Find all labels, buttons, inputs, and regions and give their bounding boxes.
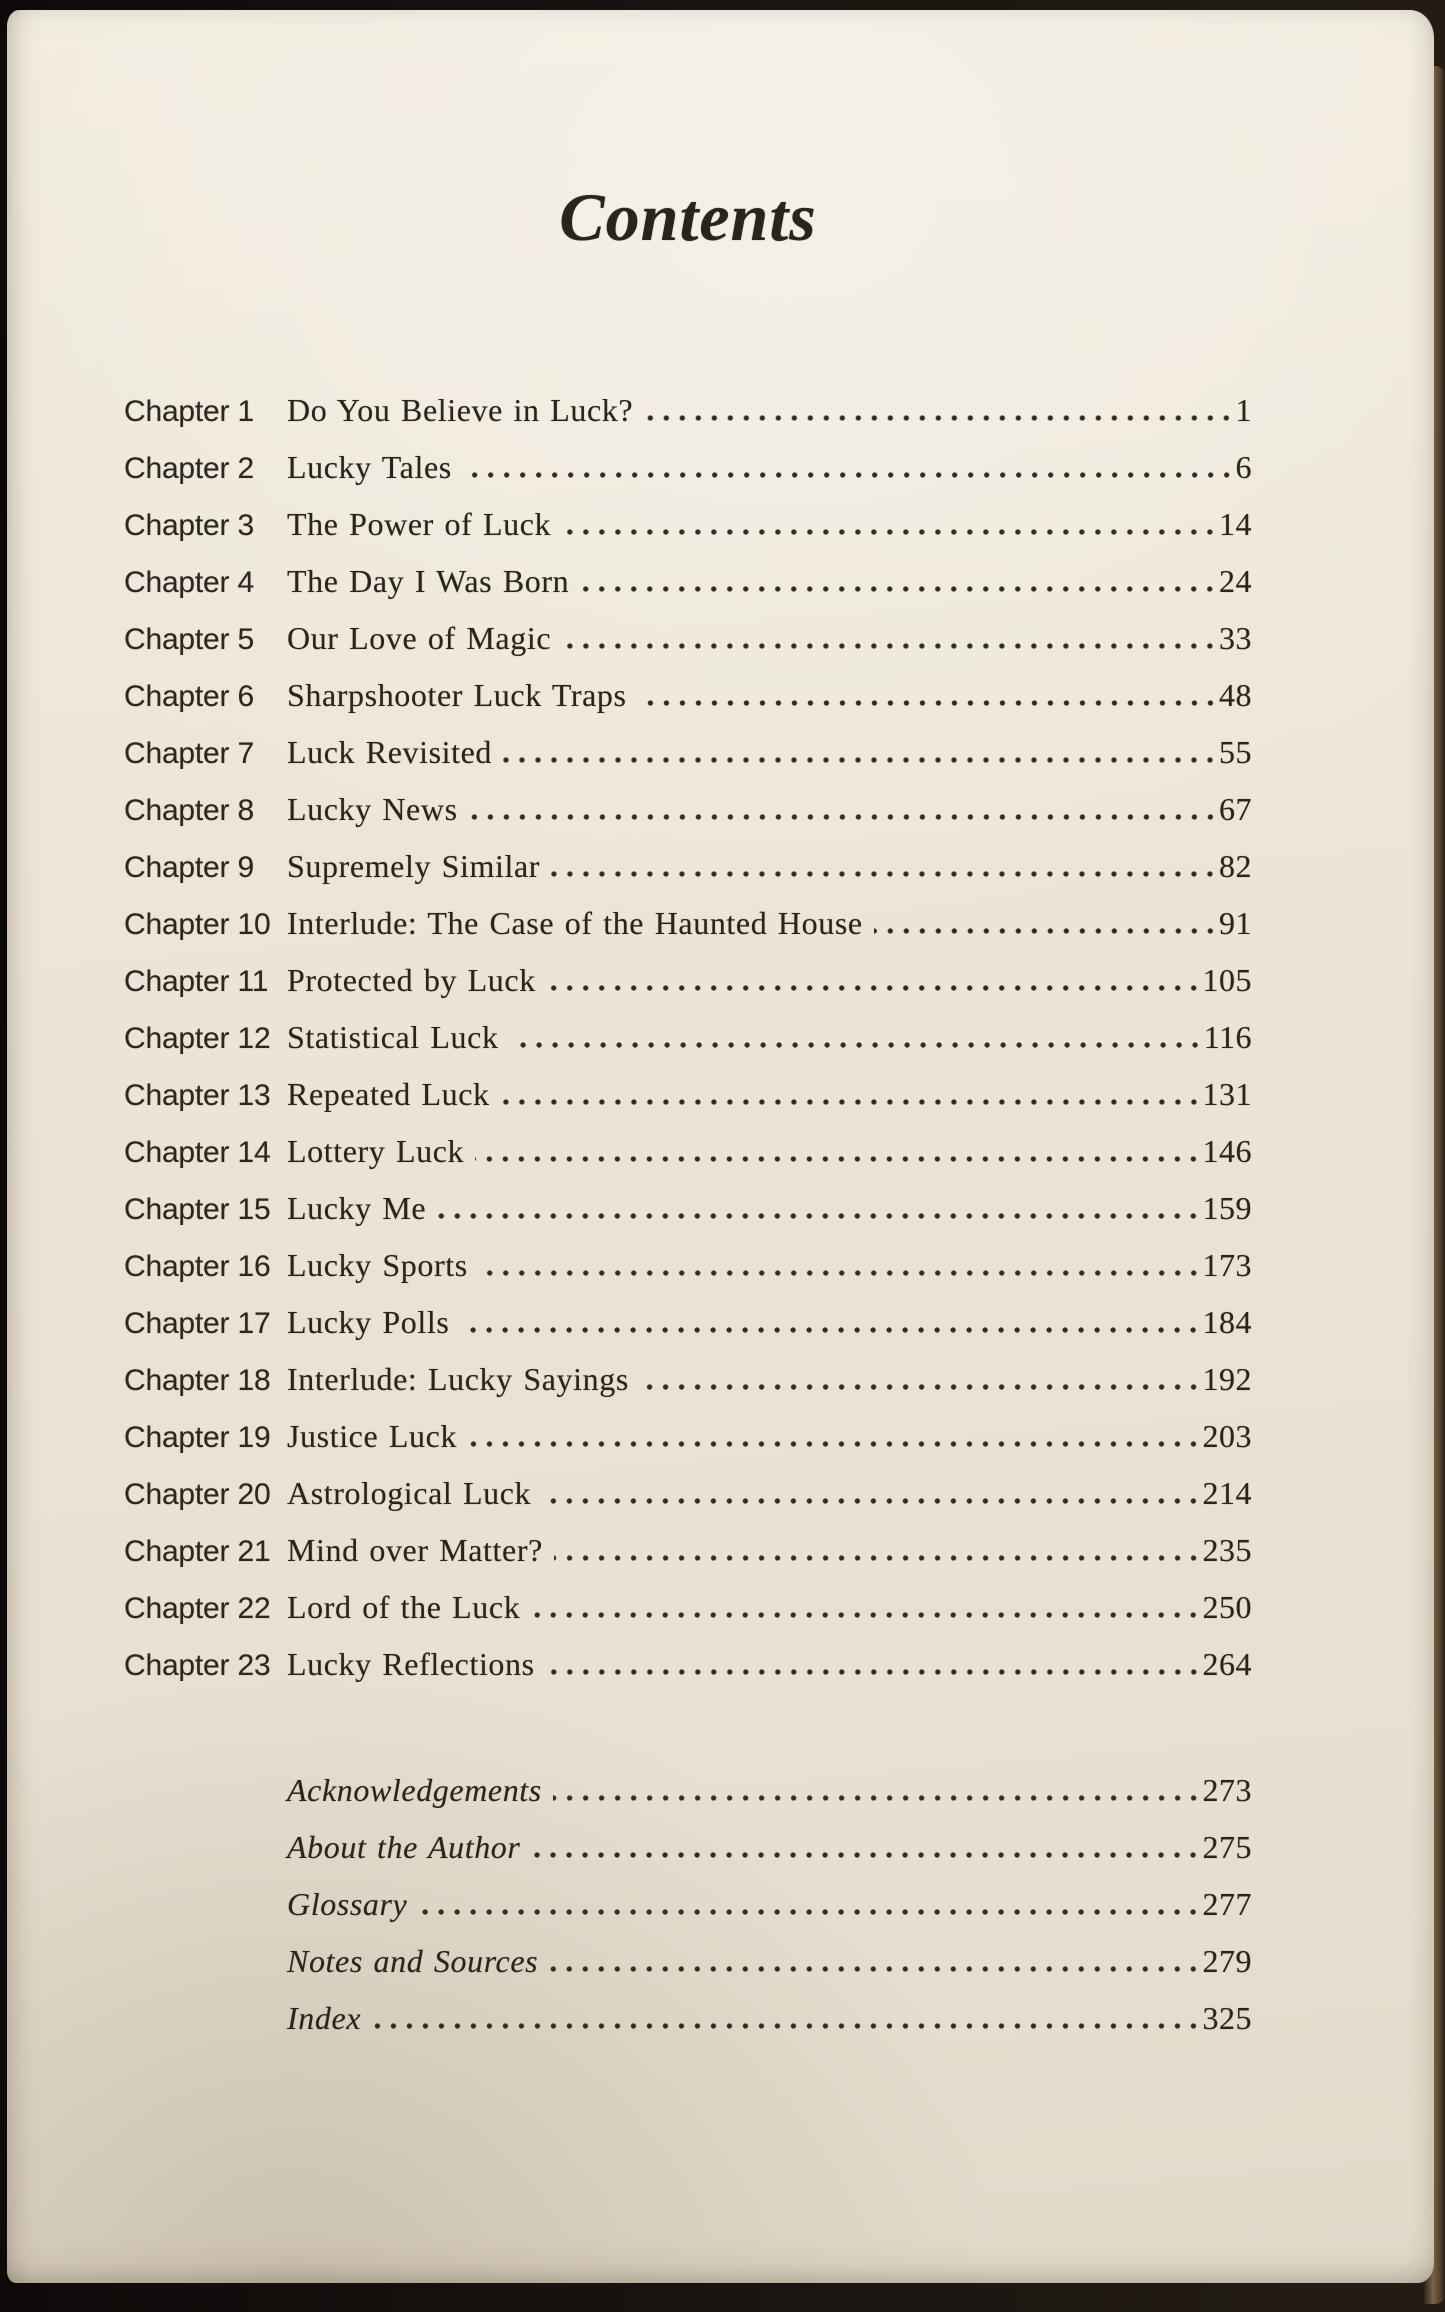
back-matter-entry <box>287 1819 1252 1876</box>
contents-page <box>124 10 1252 2283</box>
toc-entry <box>124 781 1252 838</box>
chapter-label: Chapter 7 <box>124 737 254 770</box>
chapter-title: Our Love of Magic <box>287 620 552 656</box>
toc-entry <box>124 1522 1252 1579</box>
chapter-label: Chapter 11 <box>124 965 269 998</box>
dot-leader <box>468 1441 1201 1447</box>
chapter-label: Chapter 5 <box>124 623 254 656</box>
toc-entry <box>124 1066 1252 1123</box>
chapter-title: Lucky Reflections <box>287 1646 535 1682</box>
back-matter-entry <box>287 1762 1252 1819</box>
page-number: 33 <box>1219 620 1252 656</box>
toc-entry <box>124 439 1252 496</box>
chapter-title: Lucky Tales <box>287 449 452 485</box>
back-matter-entry <box>287 1876 1252 1933</box>
chapter-label: Chapter 20 <box>124 1478 271 1511</box>
chapter-title: The Power of Luck <box>287 506 552 542</box>
chapter-title: Lucky Polls <box>287 1304 450 1340</box>
chapter-label: Chapter 4 <box>124 566 254 599</box>
chapter-title: Lucky News <box>287 791 458 827</box>
dot-leader <box>469 814 1218 820</box>
dot-leader <box>418 1909 1201 1915</box>
dot-leader <box>554 1555 1202 1561</box>
page-title: Contents <box>559 179 817 255</box>
page-number: 325 <box>1202 2000 1252 2036</box>
chapter-title: Mind over Matter? <box>287 1532 543 1568</box>
page-number: 214 <box>1202 1475 1252 1511</box>
chapter-title: Lord of the Luck <box>287 1589 521 1625</box>
chapter-title: The Day I Was Born <box>287 563 570 599</box>
toc-entry <box>124 1180 1252 1237</box>
dot-leader <box>551 871 1218 877</box>
dot-leader <box>460 1327 1201 1333</box>
chapter-title: Lucky Sports <box>287 1247 468 1283</box>
back-matter-title: Notes and Sources <box>287 1943 539 1979</box>
back-matter-list <box>124 1762 1252 2047</box>
back-matter-entry <box>287 1990 1252 2047</box>
page-number: 173 <box>1202 1247 1252 1283</box>
toc-entry <box>124 895 1252 952</box>
dot-leader <box>553 1795 1202 1801</box>
toc-entry <box>124 1579 1252 1636</box>
page-number: 146 <box>1202 1133 1252 1169</box>
page-number: 91 <box>1219 905 1252 941</box>
toc-entry <box>124 1408 1252 1465</box>
page-number: 105 <box>1202 962 1252 998</box>
toc-entry <box>124 1465 1252 1522</box>
dot-leader <box>510 1042 1203 1048</box>
page-number: 273 <box>1202 1772 1252 1808</box>
dot-leader <box>644 415 1234 421</box>
chapter-title: Lottery Luck <box>287 1133 465 1169</box>
back-matter-title: About the Author <box>287 1829 521 1865</box>
chapter-label: Chapter 23 <box>124 1649 271 1682</box>
chapter-label: Chapter 13 <box>124 1079 271 1112</box>
chapter-label: Chapter 17 <box>124 1307 271 1340</box>
chapter-label: Chapter 8 <box>124 794 254 827</box>
dot-leader <box>546 1669 1202 1675</box>
toc-entry <box>124 382 1252 439</box>
dot-leader <box>580 586 1218 592</box>
page-number: 24 <box>1219 563 1252 599</box>
dot-leader <box>479 1270 1202 1276</box>
chapter-title: Interlude: Lucky Sayings <box>287 1361 629 1397</box>
chapter-label: Chapter 21 <box>124 1535 271 1568</box>
back-matter-title: Glossary <box>287 1886 408 1922</box>
chapter-label: Chapter 10 <box>124 908 271 941</box>
dot-leader <box>547 985 1202 991</box>
toc-entry <box>124 1009 1252 1066</box>
toc-entry <box>124 952 1252 1009</box>
page-number: 55 <box>1219 734 1252 770</box>
page-number: 275 <box>1202 1829 1252 1865</box>
page-number: 6 <box>1235 449 1252 485</box>
page-number: 67 <box>1219 791 1252 827</box>
dot-leader <box>503 757 1218 763</box>
page-number: 279 <box>1202 1943 1252 1979</box>
chapter-label: Chapter 18 <box>124 1364 271 1397</box>
toc-entry <box>124 1636 1252 1693</box>
dot-leader <box>475 1156 1201 1162</box>
page-number: 131 <box>1202 1076 1252 1112</box>
toc-entry <box>124 553 1252 610</box>
chapter-title: Protected by Luck <box>287 962 536 998</box>
page-number: 184 <box>1202 1304 1252 1340</box>
chapter-title: Justice Luck <box>287 1418 458 1454</box>
chapter-label: Chapter 9 <box>124 851 254 884</box>
page-number: 116 <box>1203 1019 1252 1055</box>
chapter-title: Luck Revisited <box>287 734 493 770</box>
page-number: 14 <box>1219 506 1252 542</box>
page-number: 1 <box>1235 392 1252 428</box>
dot-leader <box>531 1852 1201 1858</box>
toc-entry <box>124 667 1252 724</box>
chapter-title: Statistical Luck <box>287 1019 499 1055</box>
dot-leader <box>542 1498 1201 1504</box>
dot-leader <box>874 928 1218 934</box>
chapter-title: Repeated Luck <box>287 1076 490 1112</box>
dot-leader <box>501 1099 1202 1105</box>
dot-leader <box>562 643 1218 649</box>
chapter-label: Chapter 2 <box>124 452 254 485</box>
book-page <box>7 10 1434 2283</box>
page-number: 82 <box>1219 848 1252 884</box>
dot-leader <box>372 2023 1201 2029</box>
chapter-title: Interlude: The Case of the Haunted House <box>287 905 863 941</box>
toc-entry <box>124 1123 1252 1180</box>
chapter-label: Chapter 14 <box>124 1136 271 1169</box>
chapter-title: Astrological Luck <box>287 1475 532 1511</box>
page-number: 159 <box>1202 1190 1252 1226</box>
toc-entry <box>124 1351 1252 1408</box>
page-number: 203 <box>1202 1418 1252 1454</box>
dot-leader <box>640 1384 1202 1390</box>
dot-leader <box>437 1213 1201 1219</box>
toc-entry <box>124 610 1252 667</box>
chapter-title: Lucky Me <box>287 1190 427 1226</box>
dot-leader <box>638 700 1218 706</box>
dot-leader <box>463 472 1235 478</box>
dot-leader <box>562 529 1218 535</box>
back-matter-title: Index <box>287 2000 362 2036</box>
page-number: 192 <box>1202 1361 1252 1397</box>
back-matter-title: Acknowledgements <box>287 1772 542 1808</box>
page-number: 250 <box>1202 1589 1252 1625</box>
chapter-label: Chapter 1 <box>124 395 254 428</box>
dot-leader <box>549 1966 1201 1972</box>
chapter-label: Chapter 15 <box>124 1193 271 1226</box>
toc-entry <box>124 724 1252 781</box>
chapter-title: Supremely Similar <box>287 848 541 884</box>
toc-entry <box>124 1237 1252 1294</box>
chapter-label: Chapter 22 <box>124 1592 271 1625</box>
page-number: 235 <box>1202 1532 1252 1568</box>
chapter-title: Do You Believe in Luck? <box>287 392 634 428</box>
chapter-label: Chapter 6 <box>124 680 254 713</box>
chapter-label: Chapter 16 <box>124 1250 271 1283</box>
toc-list <box>124 382 1252 1693</box>
back-matter-entry <box>287 1933 1252 1990</box>
chapter-label: Chapter 12 <box>124 1022 271 1055</box>
chapter-label: Chapter 3 <box>124 509 254 542</box>
toc-entry <box>124 838 1252 895</box>
toc-entry <box>124 1294 1252 1351</box>
page-number: 48 <box>1219 677 1252 713</box>
chapter-label: Chapter 19 <box>124 1421 271 1454</box>
page-number: 277 <box>1202 1886 1252 1922</box>
chapter-title: Sharpshooter Luck Traps <box>287 677 627 713</box>
toc-entry <box>124 496 1252 553</box>
page-number: 264 <box>1202 1646 1252 1682</box>
dot-leader <box>531 1612 1201 1618</box>
